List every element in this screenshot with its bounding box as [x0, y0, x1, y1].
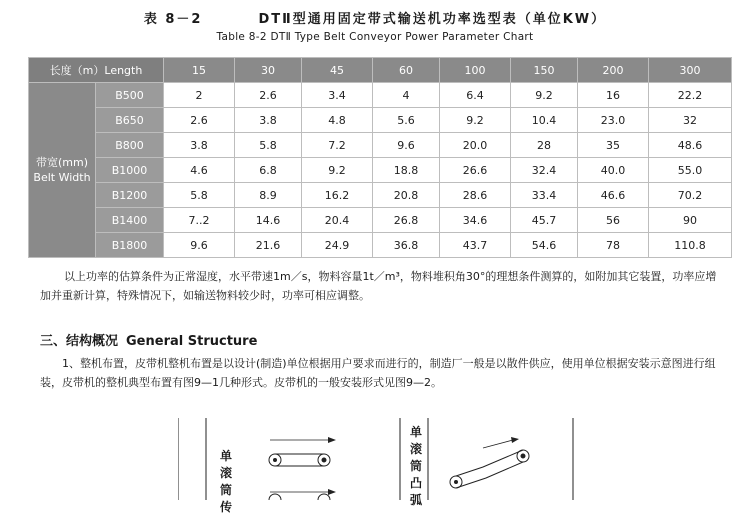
length-col-header: 100: [440, 58, 511, 83]
power-value-cell: 36.8: [373, 233, 440, 258]
belt-width-cell: B1400: [96, 208, 164, 233]
length-col-header: 150: [511, 58, 578, 83]
power-value-cell: 3.8: [164, 133, 235, 158]
belt-width-cell: B650: [96, 108, 164, 133]
power-value-cell: 32: [649, 108, 732, 133]
table-title-en: Table 8-2 DTⅡ Type Belt Conveyor Power Parameter Chart: [216, 31, 534, 43]
belt-width-cell: B1800: [96, 233, 164, 258]
power-parameter-table: [28, 57, 732, 258]
length-header: 长度（m）Length: [29, 58, 164, 83]
section-title-en: General Structure: [126, 334, 258, 349]
power-value-cell: 40.0: [578, 158, 649, 183]
power-value-cell: 9.6: [164, 233, 235, 258]
power-value-cell: 28: [511, 133, 578, 158]
table-row: [29, 133, 732, 158]
power-value-cell: 16: [578, 83, 649, 108]
power-value-cell: 70.2: [649, 183, 732, 208]
figure-label-left: 单滚筒传: [219, 449, 232, 514]
power-value-cell: 46.6: [578, 183, 649, 208]
table-number: 表 8－2: [143, 12, 203, 27]
section-title-cn: 三、结构概况: [40, 334, 119, 349]
length-col-header: 15: [164, 58, 235, 83]
table-row: [29, 183, 732, 208]
power-value-cell: 24.9: [302, 233, 373, 258]
belt-width-cell: B1000: [96, 158, 164, 183]
power-value-cell: 34.6: [440, 208, 511, 233]
power-value-cell: 28.6: [440, 183, 511, 208]
power-value-cell: 18.8: [373, 158, 440, 183]
power-value-cell: 48.6: [649, 133, 732, 158]
power-value-cell: 54.6: [511, 233, 578, 258]
table-row: [29, 233, 732, 258]
table-title-cn: DTⅡ型通用固定带式输送机功率选型表（单位KW）: [258, 12, 607, 27]
table-row: [29, 158, 732, 183]
power-value-cell: 7..2: [164, 208, 235, 233]
section-heading: [40, 330, 257, 349]
power-value-cell: 78: [578, 233, 649, 258]
conveyor-diagram: [178, 418, 578, 500]
table-title: [0, 8, 750, 27]
table-row: [29, 108, 732, 133]
power-value-cell: 16.2: [302, 183, 373, 208]
power-value-cell: 6.4: [440, 83, 511, 108]
belt-width-header: [29, 83, 96, 258]
length-col-header: 60: [373, 58, 440, 83]
power-value-cell: 2: [164, 83, 235, 108]
power-value-cell: 2.6: [164, 108, 235, 133]
conveyor-layout-figure: [178, 418, 578, 514]
power-value-cell: 55.0: [649, 158, 732, 183]
length-col-header: 45: [302, 58, 373, 83]
power-value-cell: 20.8: [373, 183, 440, 208]
power-value-cell: 9.2: [511, 83, 578, 108]
power-value-cell: 43.7: [440, 233, 511, 258]
power-value-cell: 10.4: [511, 108, 578, 133]
belt-width-cell: B1200: [96, 183, 164, 208]
conveyor-sketch-left: [269, 437, 336, 500]
power-value-cell: 110.8: [649, 233, 732, 258]
belt-width-cell: B800: [96, 133, 164, 158]
power-value-cell: 20.4: [302, 208, 373, 233]
table-row: [29, 208, 732, 233]
power-value-cell: 35: [578, 133, 649, 158]
power-value-cell: 4.6: [164, 158, 235, 183]
power-value-cell: 8.9: [235, 183, 302, 208]
power-value-cell: 4: [373, 83, 440, 108]
power-value-cell: 45.7: [511, 208, 578, 233]
power-value-cell: 2.6: [235, 83, 302, 108]
estimation-note: 以上功率的估算条件为正常湿度，水平带速1m／s，物料容量1t／m³，物料堆积角30°的理想条件测算的，如附加其它装置，功率应增加并重新计算，特殊情况下，如输送物料较少时，功率可相应调整。: [40, 270, 717, 302]
table-header-row: [29, 58, 732, 83]
power-value-cell: 7.2: [302, 133, 373, 158]
power-value-cell: 3.8: [235, 108, 302, 133]
figure-label-right: 单滚筒凸弧: [409, 425, 422, 507]
length-col-header: 300: [649, 58, 732, 83]
power-value-cell: 20.0: [440, 133, 511, 158]
power-value-cell: 5.8: [164, 183, 235, 208]
length-col-header: 200: [578, 58, 649, 83]
power-value-cell: 14.6: [235, 208, 302, 233]
layout-paragraph: 1、整机布置，皮带机整机布置是以设计(制造)单位根据用户要求而进行的，制造厂一般是以散件供应，使用单位根据安装示意图进行组装，皮带机的整机典型布置有图9—1几种形式。皮带机的一般安装形式见图9—2。: [40, 357, 716, 389]
conveyor-sketch-right: [450, 437, 529, 488]
power-value-cell: 26.6: [440, 158, 511, 183]
power-value-cell: 22.2: [649, 83, 732, 108]
power-value-cell: 3.4: [302, 83, 373, 108]
power-value-cell: 9.6: [373, 133, 440, 158]
belt-width-label-en: Belt Width: [33, 171, 91, 184]
power-value-cell: 32.4: [511, 158, 578, 183]
power-value-cell: 6.8: [235, 158, 302, 183]
power-value-cell: 9.2: [440, 108, 511, 133]
power-value-cell: 33.4: [511, 183, 578, 208]
power-value-cell: 9.2: [302, 158, 373, 183]
length-col-header: 30: [235, 58, 302, 83]
power-value-cell: 5.8: [235, 133, 302, 158]
power-value-cell: 26.8: [373, 208, 440, 233]
power-value-cell: 21.6: [235, 233, 302, 258]
power-value-cell: 4.8: [302, 108, 373, 133]
belt-width-label-cn: 带宽(mm): [35, 156, 88, 169]
power-value-cell: 90: [649, 208, 732, 233]
power-value-cell: 23.0: [578, 108, 649, 133]
table-row: [29, 83, 732, 108]
power-value-cell: 56: [578, 208, 649, 233]
belt-width-cell: B500: [96, 83, 164, 108]
power-value-cell: 5.6: [373, 108, 440, 133]
